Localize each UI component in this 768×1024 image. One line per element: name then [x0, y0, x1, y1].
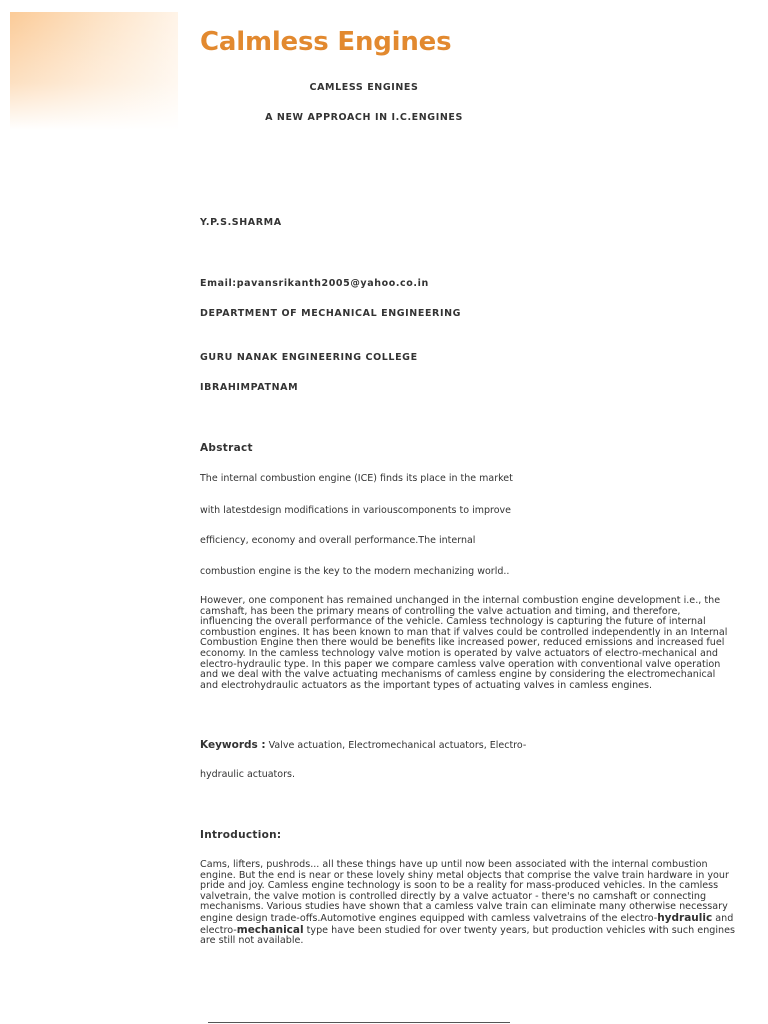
header-gradient-decoration	[10, 12, 178, 130]
college: GURU NANAK ENGINEERING COLLEGE	[200, 352, 418, 363]
author-email: Email:pavansrikanth2005@yahoo.co.in	[200, 278, 429, 289]
keywords-label: Keywords :	[200, 739, 266, 751]
intro-text: and electro-	[200, 912, 734, 936]
author-name: Y.P.S.SHARMA	[200, 217, 282, 228]
abstract-heading: Abstract	[200, 442, 253, 454]
abstract-line: combustion engine is the key to the modern mechanizing world..	[200, 566, 510, 577]
paper-title: CAMLESS ENGINES	[309, 82, 419, 93]
intro-text: Cams, lifters, pushrods... all these things have up until now been associated with the internal combustion engine. But the end is near or these lovely shiny metal objects that comprise the valve train hardware in your pride and joy. Camless engine technology is soon to be a reality for mass-produced vehicles. In the camless valvetrain, the valve motion is controlled directly by a valve actuator - there's no camshaft or connecting mechanisms. Various studies have shown that a camless valve train can eliminate many otherwise necessary engine design trade-offs.Automotive engines equipped with camless valvetrains of the electro-	[200, 859, 729, 924]
abstract-line: efficiency, economy and overall performance.The internal	[200, 535, 476, 546]
abstract-line: The internal combustion engine (ICE) finds its place in the market	[200, 473, 513, 484]
keywords-continued: hydraulic actuators.	[200, 769, 295, 780]
introduction-paragraph	[200, 860, 735, 947]
intro-text: type have been studied for over twenty years, but production vehicles with such engines are still not available.	[200, 924, 736, 947]
intro-bold-mechanical: mechanical	[236, 923, 304, 936]
page-title: Calmless Engines	[200, 27, 452, 57]
keywords-text: Valve actuation, Electromechanical actuators, Electro-	[265, 740, 527, 751]
paper-subtitle: A NEW APPROACH IN I.C.ENGINES	[265, 112, 463, 123]
abstract-line: with latestdesign modifications in variouscomponents to improve	[200, 505, 511, 516]
place: IBRAHIMPATNAM	[200, 382, 299, 393]
introduction-heading: Introduction:	[200, 829, 282, 841]
intro-bold-hydraulic: hydraulic	[657, 911, 713, 924]
footnote-divider	[208, 1022, 510, 1023]
abstract-paragraph: However, one component has remained unchanged in the internal combustion engine development i.e., the camshaft, has been the primary means of controlling the valve actuation and timing, and therefore, influencing the overall performance of the vehicle. Camless technology is capturing the future of internal combustion engines. It has been known to man that if valves could be controlled independently in an Internal Combustion Engine then there would be benefits like increased power, reduced emissions and increased fuel economy. In the camless technology valve motion is operated by valve actuators of electro-mechanical and electro-hydraulic type. In this paper we compare camless valve operation with conventional valve operation and we deal with the valve actuating mechanisms of camless engine by considering the electromechanical and electrohydraulic actuators as the important types of actuating valves in camless engines.	[200, 595, 728, 691]
department: DEPARTMENT OF MECHANICAL ENGINEERING	[200, 308, 462, 319]
keywords	[200, 739, 526, 751]
